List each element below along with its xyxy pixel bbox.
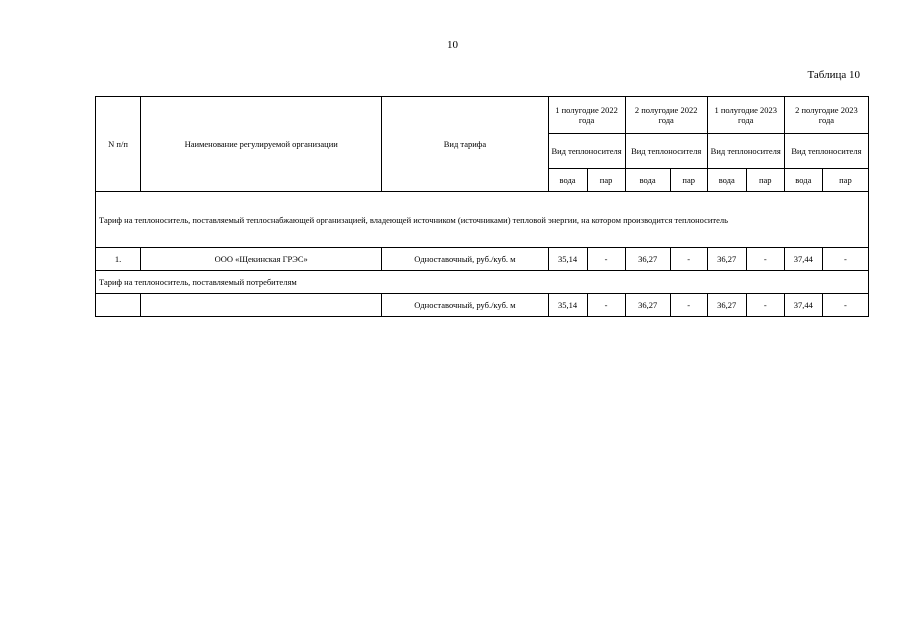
row-value: -	[746, 248, 784, 271]
row-value: 37,44	[784, 248, 822, 271]
section-title-row	[96, 271, 869, 294]
header-steam: пар	[587, 169, 625, 192]
header-org: Наименование регулируемой организации	[141, 97, 382, 192]
row-value: 36,27	[625, 294, 670, 317]
tariff-table	[95, 96, 869, 317]
row-value: -	[587, 294, 625, 317]
header-water: вода	[625, 169, 670, 192]
header-carrier-type: Вид теплоносителя	[707, 134, 784, 169]
header-carrier-type: Вид теплоносителя	[625, 134, 707, 169]
section-title: Тариф на теплоноситель, поставляемый теплоснабжающей организацией, владеющей источником (источниками) тепловой энергии, на котором производится теплоноситель	[96, 192, 869, 248]
row-value: 35,14	[548, 248, 587, 271]
header-period: 1 полугодие 2023 года	[707, 97, 784, 134]
row-value: 36,27	[625, 248, 670, 271]
row-org	[141, 294, 382, 317]
header-period: 2 полугодие 2022 года	[625, 97, 707, 134]
row-tariff: Одноставочный, руб./куб. м	[382, 294, 548, 317]
row-num	[96, 294, 141, 317]
header-period: 2 полугодие 2023 года	[784, 97, 868, 134]
header-water: вода	[784, 169, 822, 192]
row-value: -	[587, 248, 625, 271]
row-value: -	[670, 294, 707, 317]
page-number: 10	[447, 39, 458, 51]
header-steam: пар	[670, 169, 707, 192]
row-num: 1.	[96, 248, 141, 271]
header-carrier-type: Вид теплоносителя	[784, 134, 868, 169]
header-carrier-type: Вид теплоносителя	[548, 134, 625, 169]
row-value: 37,44	[784, 294, 822, 317]
table-caption: Таблица 10	[807, 69, 860, 81]
header-steam: пар	[822, 169, 868, 192]
table-row	[96, 248, 869, 271]
table-row	[96, 294, 869, 317]
row-value: -	[746, 294, 784, 317]
header-water: вода	[548, 169, 587, 192]
row-value: -	[670, 248, 707, 271]
section-title: Тариф на теплоноситель, поставляемый потребителям	[96, 271, 869, 294]
row-org: ООО «Щекинская ГРЭС»	[141, 248, 382, 271]
header-row-periods	[96, 97, 869, 134]
row-value: -	[822, 248, 868, 271]
row-tariff: Одноставочный, руб./куб. м	[382, 248, 548, 271]
header-period: 1 полугодие 2022 года	[548, 97, 625, 134]
row-value: 36,27	[707, 248, 746, 271]
header-water: вода	[707, 169, 746, 192]
row-value: -	[822, 294, 868, 317]
section-title-row	[96, 192, 869, 248]
row-value: 36,27	[707, 294, 746, 317]
header-steam: пар	[746, 169, 784, 192]
header-num: N п/п	[96, 97, 141, 192]
row-value: 35,14	[548, 294, 587, 317]
header-tariff-type: Вид тарифа	[382, 97, 548, 192]
